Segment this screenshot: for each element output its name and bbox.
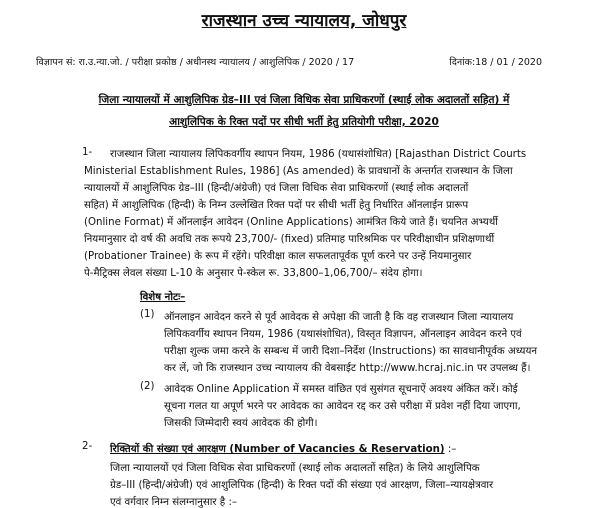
subject-line-2: आशुलिपिक के रिक्त पदों पर सीधी भर्ती हेतु प्रतियोगी परीक्षा, 2020: [169, 116, 439, 128]
note-item-1-line: कर लें, जो कि राजस्थान उच्च न्यायालय की वेबसाईट http://www.hcraj.nic.in पर उपलब्ध हैं।: [164, 363, 531, 374]
note-heading: विशेष नोटः–: [140, 292, 186, 303]
note-item-2-marker: (2): [140, 381, 155, 392]
note-item-1-marker: (1): [140, 309, 155, 320]
section-1-line: न्यायालयों में आशुलिपिक ग्रेड–III (हिन्दी/अंग्रेजी) एवं जिला विधिक सेवा प्राधिकरणों (स्थाई लोक अदालतों: [84, 183, 469, 194]
section-2-line: जिला न्यायालयों एवं जिला विधिक सेवा प्राधिकरणों (स्थाई लोक अदालतों सहित) के लिये आशुलिपिक: [110, 463, 480, 474]
note-item-2-line: आवेदक Online Application में समस्त वांछित एवं सुसंगत सूचनाऐं अवश्य अंकित करें। कोई: [164, 384, 518, 395]
note-item-1-line: ऑनलाइन आवेदन करने से पूर्व आवेदक से अपेक्षा की जाती है कि वह राजस्थान जिला न्यायालय: [164, 312, 514, 323]
note-item-2-line: सूचना गलत या अपूर्ण भरने पर आवेदक का आवेदन रद्द कर उसे परीक्षा में प्रवेश नहीं दिया जाएगा,: [164, 401, 521, 412]
note-item-1-line: लिपिकवर्गीय स्थापन नियम, 1986 (यथासंशोधित), विस्तृत विज्ञापन, ऑनलाइन आवेदन करने एवं: [164, 329, 522, 340]
section-1-line: नियमानुसार दो वर्ष की अवधि तक रूपये 23,700/- (fixed) प्रतिमाह पारिश्रमिक पर परिवीक्षाधीन प्रशिक्षणार्थी: [84, 234, 495, 245]
section-1-line: सहित) में आशुलिपिक (हिन्दी) के निम्न उल्लेखित रिक्त पदों पर सीधी भर्ती हेतु निर्धारित ऑनलाईन प्रारूप: [84, 200, 469, 211]
reference-number: विज्ञापन सं: रा.उ.न्या.जो. / परीक्षा प्रकोष्ठ / अधीनस्थ न्यायालय / आशुलिपिक / 2020 / 17: [36, 57, 355, 68]
issue-date: दिनांक:18 / 01 / 2020: [449, 57, 542, 68]
section-1-line: (Online Format) में ऑनलाईन आवेदन (Online Applications) आमंत्रित किये जाते हैं। चयनित अभ्यर्थी: [84, 217, 498, 228]
section-2-number: 2-: [82, 441, 93, 452]
section-2-line: ग्रेड–III (हिन्दी/अंग्रेजी) एवं आशुलिपिक (हिन्दी) के रिक्त पदों की संख्या एवं आरक्षण, जिला–न्यायक्षेत्रवार: [110, 480, 494, 491]
note-item-1-line: परीक्षा शुल्क जमा करने के सम्बन्ध में जारी दिशा–निर्देश (Instructions) का सावधानीपूर्वक अध्ययन: [164, 346, 538, 357]
section-1-line: (Probationer Trainee) के रूप में रहेंगे। परिवीक्षा काल सफलतापूर्वक पूर्ण करने पर उन्हें नियमानुसार: [84, 251, 472, 262]
section-1-line: पे-मैट्रिक्स लेवल संख्या L-10 के अनुसार पे-स्केल रू. 33,800–1,06,700/– संदेय होगा।: [84, 268, 423, 279]
section-1-line: राजस्थान जिला न्यायालय लिपिकवर्गीय स्थापन नियम, 1986 (यथासंशोधित) [Rajasthan District Courts: [110, 149, 527, 160]
page-title: राजस्थान उच्च न्यायालय, जोधपुर: [201, 11, 407, 31]
section-2-line: एवं वर्गवार निम्न संलग्नानुसार है :–: [110, 497, 237, 508]
section-1-number: 1-: [82, 147, 93, 158]
section-1-line: Ministerial Establishment Rules, 1986] (As amended) के प्रावधानों के अन्तर्गत राजस्थान के जिला: [84, 166, 513, 177]
subject-line-1: जिला न्यायालयों में आशुलिपिक ग्रेड–III एवं जिला विधिक सेवा प्राधिकरणों (स्थाई लोक अदालतों सहित) में: [98, 94, 510, 106]
section-2-heading-wrap: [110, 441, 456, 455]
section-2-heading-suffix: :–: [444, 444, 457, 455]
note-item-2-line: जिसकी जिम्मेदारी स्वयं आवेदक की होगी।: [164, 418, 318, 429]
section-2-heading: रिक्तियों की संख्या एवं आरक्षण (Number of Vacancies & Reservation): [110, 444, 445, 455]
